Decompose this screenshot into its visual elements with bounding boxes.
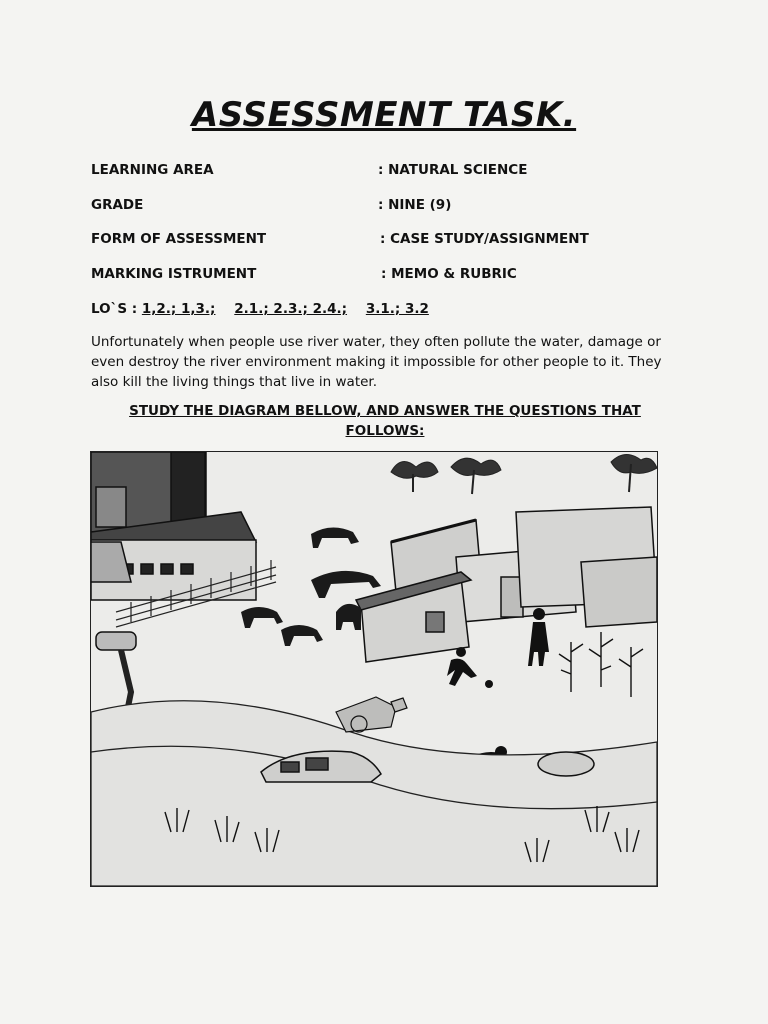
los-group-2: 2.1.; 2.3.; 2.4.;	[234, 301, 348, 317]
page-title: ASSESSMENT TASK.	[191, 95, 577, 135]
los-label: LO`S :	[91, 301, 138, 317]
field-value: : CASE STUDY/ASSIGNMENT	[380, 231, 589, 247]
field-label: GRADE	[91, 197, 144, 213]
field-value: : MEMO & RUBRIC	[381, 266, 517, 282]
instruction-heading: STUDY THE DIAGRAM BELLOW, AND ANSWER THE QUESTIONS THAT FOLLOWS:	[129, 403, 641, 439]
field-value: : NATURAL SCIENCE	[378, 162, 528, 178]
intro-paragraph: Unfortunately when people use river water, they often pollute the water, damage or even destroy the river environment making it impossible for other people to it. They also kill the living things that live in water.	[91, 334, 662, 390]
field-label: MARKING ISTRUMENT	[91, 266, 257, 282]
illustration-drawing	[91, 452, 657, 886]
field-label: LEARNING AREA	[91, 162, 214, 178]
field-value: : NINE (9)	[378, 197, 452, 213]
los-group-1: 1,2.; 1,3.;	[141, 301, 216, 317]
los-group-3: 3.1.; 3.2	[365, 301, 429, 317]
river-pollution-illustration	[90, 451, 658, 887]
learning-outcomes	[91, 301, 429, 317]
field-label: FORM OF ASSESSMENT	[91, 231, 267, 247]
